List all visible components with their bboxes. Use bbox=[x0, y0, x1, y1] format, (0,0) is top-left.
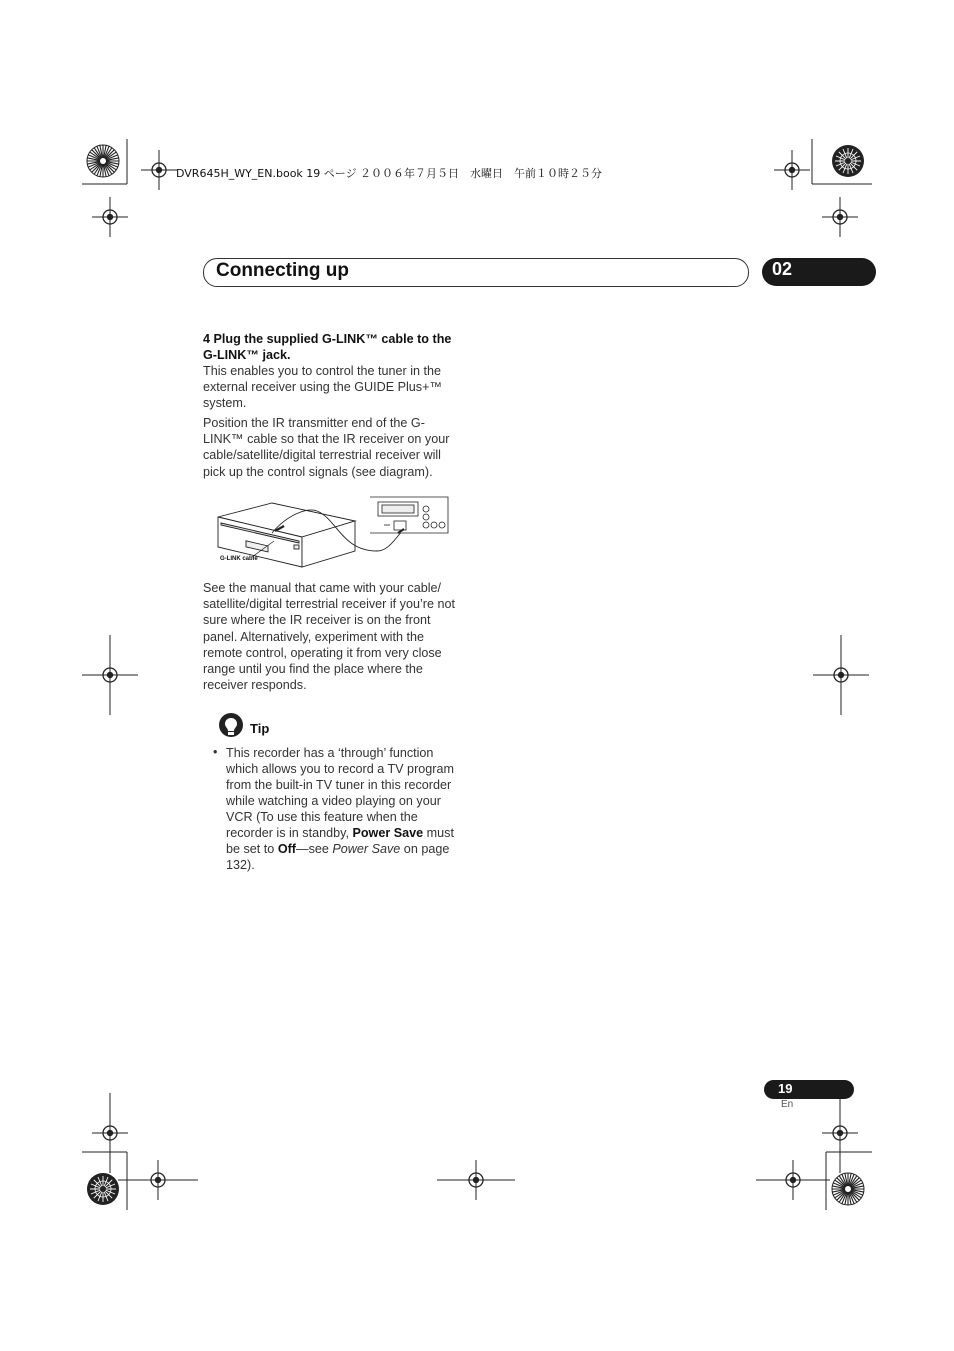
crosshair-mark-2 bbox=[774, 150, 810, 190]
g-link-cable-label: G-LINK cable bbox=[220, 556, 258, 562]
step-heading: 4 Plug the supplied G-LINK™ cable to the G-LINK™ jack. bbox=[203, 332, 452, 363]
lightbulb-icon bbox=[217, 712, 245, 745]
page-language: En bbox=[781, 1099, 794, 1110]
cross-reference: Power Save bbox=[332, 842, 401, 856]
crosshair-mark-11 bbox=[756, 1160, 830, 1200]
setting-name: Power Save bbox=[352, 826, 424, 840]
crosshair-mark-5 bbox=[82, 635, 138, 715]
paragraph: This enables you to control the tuner in the external receiver using the GUIDE Plus+™ system. bbox=[203, 364, 443, 411]
section-title: Connecting up bbox=[216, 260, 349, 281]
bullet: • bbox=[213, 745, 218, 759]
page-number: 19 bbox=[778, 1081, 793, 1096]
paragraph: See the manual that came with your cable/ satellite/digital terrestrial receiver if you’re not sure where the IR receiver is on the front panel. Alternatively, experiment with the remote control, operating it from very close range until you find the place where the receiver responds. bbox=[203, 581, 455, 693]
print-header: DVR645H_WY_EN.book 19 ページ ２００６年７月５日 水曜日 午前１０時２５分 bbox=[176, 167, 603, 180]
starburst-mark-bottom-right bbox=[831, 1172, 865, 1206]
crosshair-mark-6 bbox=[813, 635, 869, 715]
crosshair-mark-9 bbox=[118, 1160, 198, 1200]
starburst-mark-bottom-left bbox=[86, 1172, 120, 1206]
crosshair-mark-4 bbox=[822, 197, 858, 237]
rear-panel-illustration bbox=[370, 497, 448, 533]
g-link-connection-diagram bbox=[212, 493, 452, 578]
starburst-mark-top-right bbox=[831, 144, 865, 178]
paragraph: Position the IR transmitter end of the G-LINK™ cable so that the IR receiver on your cable/satellite/digital terrestrial receiver will pick up the control signals (see diagram). bbox=[203, 416, 450, 479]
tip-text: This recorder has a ‘through’ function which allows you to record a TV program from the built-in TV tuner in this recorder while watching a video playing on your VCR (To use this feature when the recorder is in standby, Power Save must be set to Off—see Power Save on page 132). bbox=[226, 746, 454, 872]
starburst-mark-top-left bbox=[86, 144, 120, 178]
setting-value: Off bbox=[277, 842, 296, 856]
crosshair-mark-1 bbox=[141, 150, 177, 190]
crosshair-mark-3 bbox=[92, 197, 128, 237]
crosshair-mark-10 bbox=[437, 1160, 515, 1200]
chapter-number: 02 bbox=[772, 259, 793, 279]
tip-label: Tip bbox=[250, 721, 270, 736]
